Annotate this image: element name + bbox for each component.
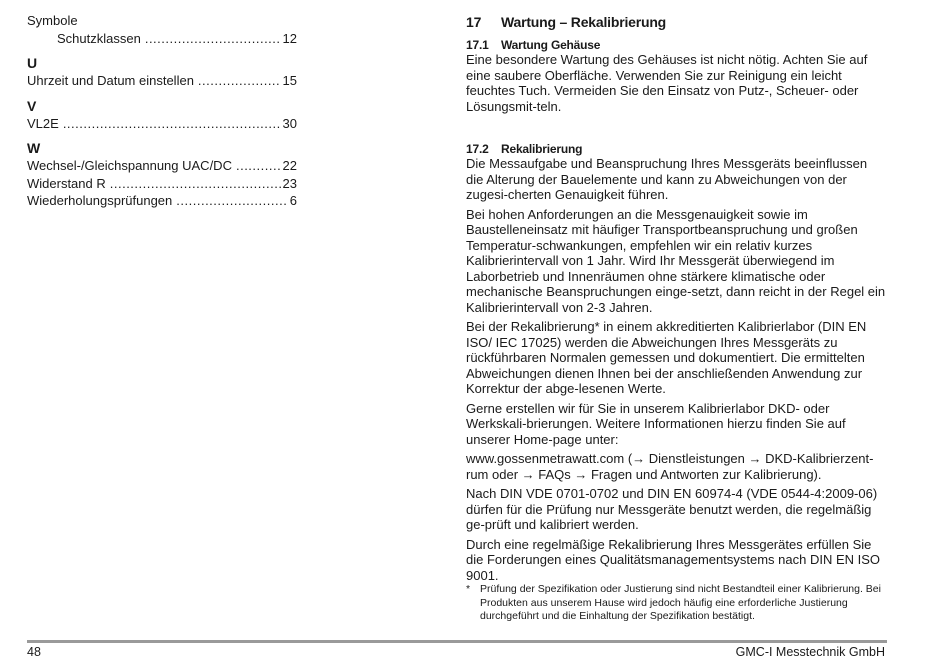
content-column — [466, 12, 886, 587]
leader-dots — [176, 192, 287, 210]
index-entry-label: VL2E — [27, 115, 59, 131]
index-entry-wiederholungspruefungen — [27, 192, 297, 210]
paragraph: Die Messaufgabe und Beanspruchung Ihres Messgeräts beeinflussen die Alterung der Bauelemente und kann zu Abweichungen von der zugesi-cherten Genauigkeit führen. — [466, 156, 868, 202]
section-heading-17-1 — [466, 38, 886, 52]
section-number: 17.1 — [466, 38, 489, 52]
index-letter-v: V — [27, 97, 37, 114]
chapter-heading — [466, 12, 886, 32]
index-entry-label: Schutzklassen — [57, 30, 141, 46]
index-entry-wechselspannung — [27, 157, 297, 175]
leader-dots — [110, 175, 281, 193]
chapter-number: 17 — [466, 14, 482, 30]
paragraph-link: www.gossenmetrawatt.com (→ Dienstleistungen → DKD-Kalibrierzent-rum oder → FAQs → Fragen und Antworten zur Kalibrierung). — [466, 451, 874, 482]
paragraph: Gerne erstellen wir für Sie in unserem Kalibrierlabor DKD- oder Werkskali-brierungen. Weitere Informationen hierzu finden Sie auf unserer Home-page unter: — [466, 400, 846, 447]
index-column — [27, 12, 297, 210]
index-page-number: 23 — [282, 175, 297, 191]
index-entry-schutzklassen — [27, 30, 297, 48]
section-title: Rekalibrierung — [501, 142, 583, 156]
index-entry-label: Wiederholungsprüfungen — [27, 193, 173, 208]
paragraph: Eine besondere Wartung des Gehäuses ist nicht nötig. Achten Sie auf eine saubere Oberfläche. Verwenden Sie zur Reinigung ein leicht feuchtes Tuch. Vermeiden Sie den Einsatz von Putz-, Scheuer- oder Lösungsmit-teln. — [466, 52, 868, 114]
footnote-mark: * — [466, 583, 471, 595]
chapter-title: Wartung – Rekalibrierung — [501, 14, 667, 30]
leader-dots — [145, 30, 281, 48]
index-page-number: 15 — [282, 73, 297, 88]
footer-company: GMC-I Messtechnik GmbH — [735, 645, 885, 659]
paragraph: Durch eine regelmäßige Rekalibrierung Ihres Messgerätes erfüllen Sie die Forderungen eines Qualitätsmanagementsystems nach DIN EN ISO 9001. — [466, 536, 881, 583]
leader-dots — [63, 115, 281, 133]
index-page-number: 30 — [282, 115, 297, 131]
index-page-number: 6 — [289, 193, 297, 208]
index-entry-label: Wechsel-/Gleichspannung UAC/DC — [27, 158, 232, 173]
footnote-text: Prüfung der Spezifikation oder Justierung sind nicht Bestandteil einer Kalibrierung. Bei Produkten aus unserem Hause wird jedoch häufig eine erforderliche Justierung durchgeführt und die Einhaltung der Spezifikation bestätigt. — [480, 583, 881, 622]
index-letter-u: U — [27, 55, 38, 71]
paragraph: Bei hohen Anforderungen an die Messgenauigkeit sowie im Baustelleneinsatz mit häufiger Transportbeanspruchung und großen Temperatur-schwankungen, empfehlen wir ein relativ kurzes Kalibrierintervall von 1 Jahr. Wird Ihr Messgerät überwiegend im Laborbetrieb und Innenräumen ohne stärkere klimatische oder mechanische Beanspruchungen einge-setzt, dann reicht in der Regel ein Kalibrierintervall von 2-3 Jahren. — [466, 206, 886, 315]
index-entry-widerstand — [27, 175, 297, 193]
leader-dots — [198, 72, 281, 90]
section-heading-17-2 — [466, 142, 886, 156]
paragraph: Bei der Rekalibrierung* in einem akkreditierten Kalibrierlabor (DIN EN ISO/ IEC 17025) werden die Abweichungen Ihres Messgeräts zu rückführbaren Normalen gemessen und dokumentiert. Die ermittelten Abweichungen dienen Ihnen bei der anschließenden Anwendung zur Korrektur der abge-lesenen Werte. — [466, 319, 867, 396]
index-entry-label: Widerstand R — [27, 175, 106, 191]
section-title: Wartung Gehäuse — [501, 38, 601, 52]
footnote — [466, 583, 886, 624]
index-page-number: 22 — [282, 158, 297, 173]
index-entry-label: Uhrzeit und Datum einstellen — [27, 73, 194, 88]
paragraph: Nach DIN VDE 0701-0702 und DIN EN 60974-4 (VDE 0544-4:2009-06) dürfen für die Prüfung nur Messgeräte benutzt werden, die regelmäßig ge-prüft und kalibriert werden. — [466, 486, 878, 532]
leader-dots — [236, 157, 281, 175]
index-entry-symbole: Symbole — [27, 13, 78, 28]
index-entry-vl2e — [27, 115, 297, 133]
index-letter-w: W — [27, 140, 41, 156]
page-number: 48 — [27, 645, 41, 659]
section-number: 17.2 — [466, 142, 489, 156]
footer-rule — [27, 640, 887, 643]
index-entry-uhrzeit — [27, 72, 297, 90]
index-page-number: 12 — [282, 30, 297, 46]
